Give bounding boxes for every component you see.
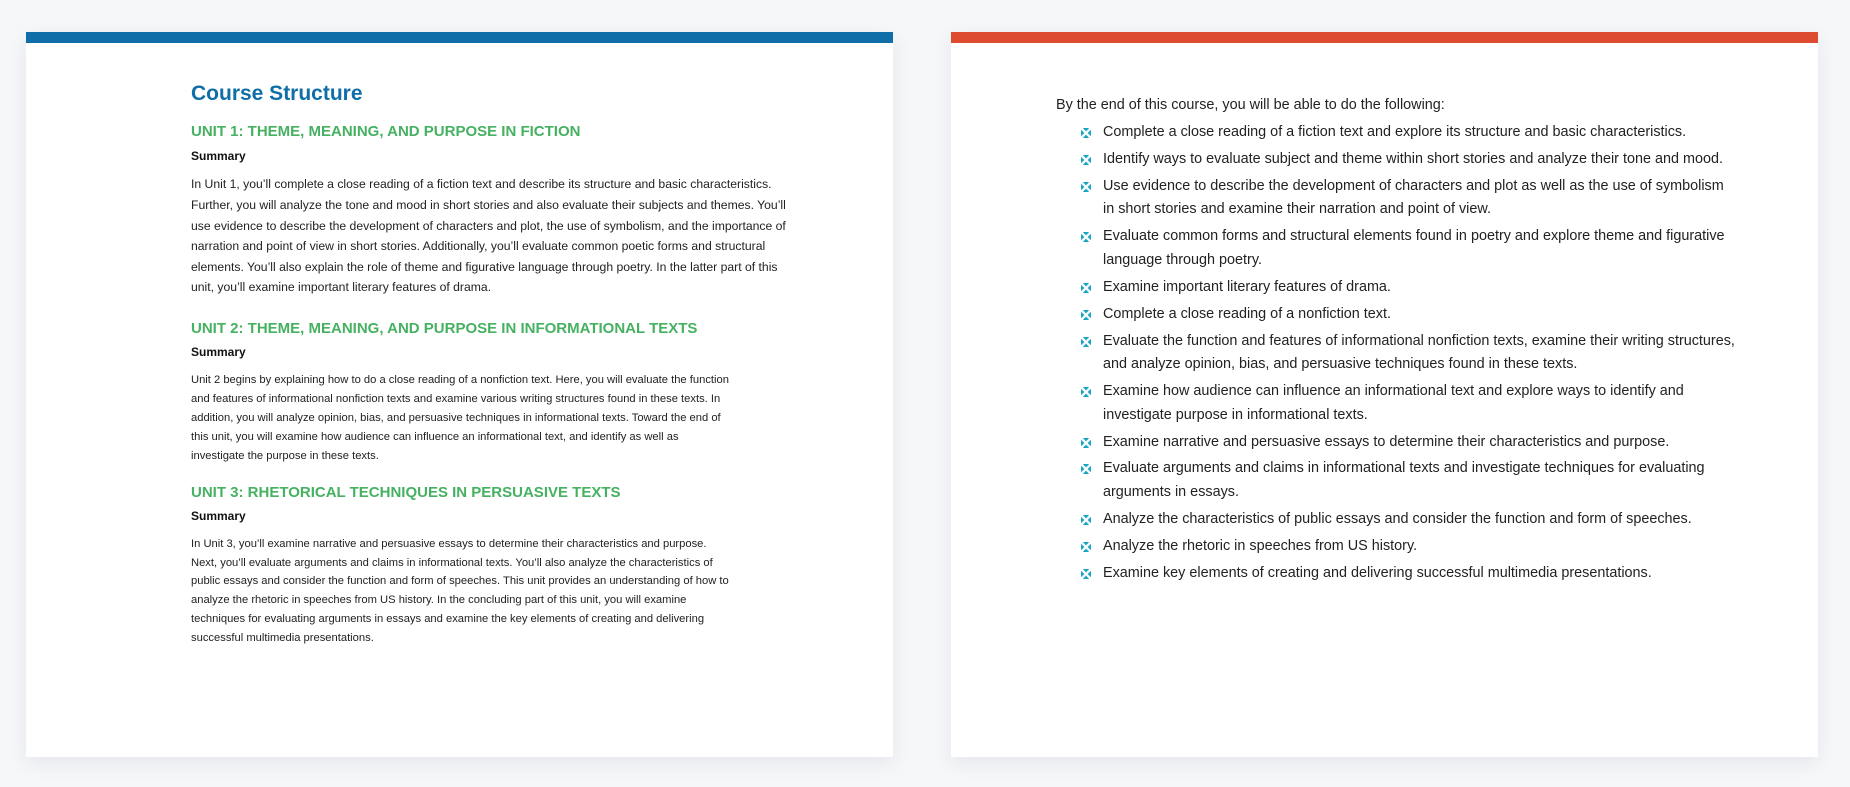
unit-2-section <box>191 319 791 466</box>
outcome-text: Evaluate common forms and structural elements found in poetry and explore theme and figurative language through poetry. <box>1103 228 1725 268</box>
diamond-bullet-icon <box>1081 310 1091 320</box>
outcome-text: Evaluate arguments and claims in informational texts and investigate techniques for evaluating arguments in essays. <box>1103 460 1705 500</box>
diamond-bullet-icon <box>1081 387 1091 397</box>
outcome-text: Analyze the characteristics of public essays and consider the function and form of speeches. <box>1103 510 1692 527</box>
outcome-item <box>1056 330 1736 377</box>
outcome-text: Examine narrative and persuasive essays to determine their characteristics and purpose. <box>1103 433 1670 450</box>
course-structure-page <box>26 32 893 757</box>
outcome-item <box>1056 457 1736 504</box>
diamond-bullet-icon <box>1081 438 1091 448</box>
outcome-item <box>1056 225 1736 272</box>
outcome-text: Identify ways to evaluate subject and theme within short stories and analyze their tone and mood. <box>1103 150 1723 167</box>
outcome-item <box>1056 535 1736 559</box>
unit-1-heading: UNIT 1: THEME, MEANING, AND PURPOSE IN FICTION <box>191 123 581 141</box>
outcomes-list <box>1056 121 1736 585</box>
outcome-item <box>1056 121 1736 145</box>
outcome-text: Examine important literary features of drama. <box>1103 278 1391 295</box>
course-structure-content <box>191 81 791 665</box>
diamond-bullet-icon <box>1081 128 1091 138</box>
unit-2-summary-label: Summary <box>191 345 246 360</box>
diamond-bullet-icon <box>1081 569 1091 579</box>
outcome-text: Complete a close reading of a nonfiction text. <box>1103 305 1391 322</box>
outcome-text: Use evidence to describe the development of characters and plot as well as the use of symbolism in short stories and examine their narration and point of view. <box>1103 177 1724 218</box>
unit-3-summary-label: Summary <box>191 509 246 524</box>
outcome-item <box>1056 175 1736 222</box>
unit-2-heading: UNIT 2: THEME, MEANING, AND PURPOSE IN INFORMATIONAL TEXTS <box>191 319 698 337</box>
outcomes-intro: By the end of this course, you will be able to do the following: <box>1056 97 1445 113</box>
diamond-bullet-icon <box>1081 232 1091 242</box>
learning-outcomes-page <box>951 32 1818 757</box>
diamond-bullet-icon <box>1081 464 1091 474</box>
diamond-bullet-icon <box>1081 182 1091 192</box>
diamond-bullet-icon <box>1081 283 1091 293</box>
unit-1-section <box>191 122 791 298</box>
page-title: Course Structure <box>191 82 363 105</box>
unit-3-heading: UNIT 3: RHETORICAL TECHNIQUES IN PERSUASIVE TEXTS <box>191 483 621 501</box>
unit-3-section <box>191 483 791 649</box>
outcome-text: Complete a close reading of a fiction text and explore its structure and basic characteristics. <box>1103 124 1687 140</box>
outcome-item <box>1056 276 1736 300</box>
unit-3-summary-text: In Unit 3, you’ll examine narrative and persuasive essays to determine their characteristics and purpose. Next, you’ll evaluate arguments and claims in informational texts. You’ll also analyze the characteristics of public essays and consider the function and form of speeches. This unit provides an understanding of how to analyze the rhetoric in speeches from US history. In the concluding part of this unit, you will examine techniques for evaluating arguments in essays and examine the key elements of creating and delivering successful multimedia presentations. <box>191 537 729 645</box>
outcome-item <box>1056 508 1736 532</box>
unit-1-summary-label: Summary <box>191 148 246 163</box>
diamond-bullet-icon <box>1081 337 1091 347</box>
outcome-item <box>1056 148 1736 172</box>
outcome-item <box>1056 380 1736 427</box>
outcome-text: Examine key elements of creating and delivering successful multimedia presentations. <box>1103 564 1652 581</box>
learning-outcomes-content <box>1056 95 1736 589</box>
outcome-item <box>1056 562 1736 586</box>
diamond-bullet-icon <box>1081 515 1091 525</box>
outcome-text: Evaluate the function and features of informational nonfiction texts, examine their writing structures, and analyze opinion, bias, and persuasive techniques found in these texts. <box>1103 332 1735 373</box>
diamond-bullet-icon <box>1081 155 1091 165</box>
unit-2-summary-text: Unit 2 begins by explaining how to do a close reading of a nonfiction text. Here, you will evaluate the function and features of informational nonfiction texts and examine various writing structures found in these texts. In addition, you will analyze opinion, bias, and persuasive techniques in informational texts. Toward the end of this unit, you will examine how audience can influence an informational text, and identify as well as investigate the purpose in these texts. <box>191 374 729 462</box>
outcome-text: Analyze the rhetoric in speeches from US history. <box>1103 537 1418 554</box>
diamond-bullet-icon <box>1081 542 1091 552</box>
unit-1-summary-text: In Unit 1, you’ll complete a close reading of a fiction text and describe its structure and basic characteristics. Further, you will analyze the tone and mood in short stories and also evaluate their subjects and themes. You’ll use evidence to describe the development of characters and plot, the use of symbolism, and the importance of narration and point of view in short stories. Additionally, you’ll evaluate common poetic forms and structural elements. You’ll also explain the role of theme and figurative language through poetry. In the latter part of this unit, you’ll examine important literary features of drama. <box>191 177 786 295</box>
outcome-text: Examine how audience can influence an informational text and explore ways to identify and investigate purpose in informational texts. <box>1103 383 1684 423</box>
outcome-item <box>1056 303 1736 327</box>
outcome-item <box>1056 431 1736 455</box>
